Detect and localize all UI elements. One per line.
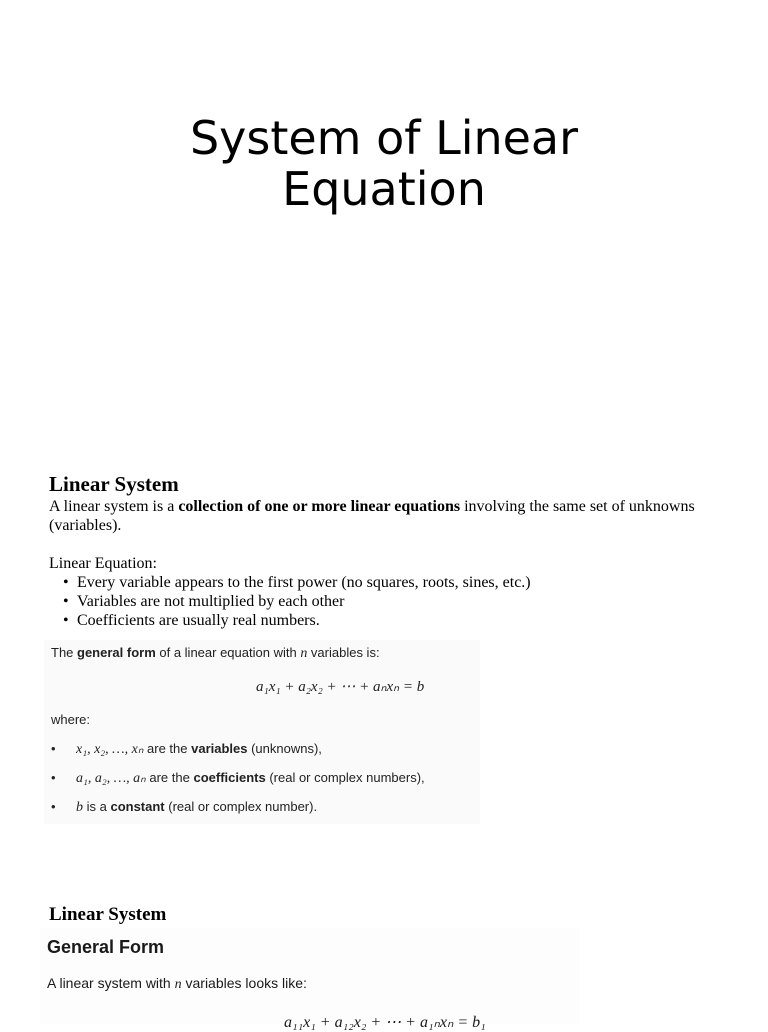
item-text: is a	[83, 799, 111, 814]
math-expression: x₁, x₂, …, xₙ	[76, 742, 144, 757]
page-title	[0, 113, 768, 215]
item-bold: variables	[191, 741, 248, 756]
item-text: (real or complex number).	[164, 799, 318, 814]
list-item	[51, 769, 471, 798]
system-equation: a₁₁x₁ + a₁₂x₂ + ⋯ + a₁ₙxₙ = b₁	[284, 1014, 486, 1031]
where-label: where:	[51, 712, 91, 727]
text-part: variables looks like:	[181, 975, 307, 991]
general-form-heading: General Form	[47, 937, 165, 957]
general-form-intro	[51, 645, 380, 662]
intro-bold-text: collection of one or more linear equations	[178, 498, 461, 515]
item-text: (real or complex numbers),	[265, 770, 425, 785]
item-text: (unknowns),	[247, 741, 322, 756]
math-variable-n: n	[300, 646, 308, 661]
item-text: are the	[143, 741, 192, 756]
list-item: • Every variable appears to the first power (no squares, roots, sines, etc.)	[63, 573, 729, 592]
text-part: A linear system with	[47, 975, 175, 991]
property-list	[49, 573, 729, 630]
math-expression: a₁, a₂, …, aₙ	[76, 771, 146, 786]
math-expression: b	[76, 800, 83, 815]
title-line-2: Equation	[282, 162, 486, 216]
general-form-text	[47, 974, 307, 994]
item-bold: coefficients	[193, 770, 266, 785]
general-form-image	[44, 640, 480, 824]
intro-part: of a linear equation with	[155, 645, 301, 660]
general-equation: a₁x₁ + a₂x₂ + ⋯ + aₙxₙ = b	[256, 679, 425, 695]
linear-system-section	[49, 471, 729, 630]
list-item: • Coefficients are usually real numbers.	[63, 611, 729, 630]
intro-part: The	[51, 645, 78, 660]
linear-system-section-2	[49, 902, 729, 928]
item-bold: constant	[110, 799, 165, 814]
intro-text-start: A linear system is a	[49, 498, 179, 515]
intro-part: variables is:	[307, 645, 380, 660]
definition-list	[51, 740, 471, 827]
title-line-1: System of Linear	[189, 111, 579, 165]
list-item	[51, 798, 471, 827]
list-item: • Variables are not multiplied by each other	[63, 592, 729, 611]
item-text: are the	[145, 770, 194, 785]
intro-text-end: involving the same set of unknowns (variables).	[49, 498, 695, 534]
section-heading: Linear System	[49, 472, 179, 496]
intro-paragraph	[49, 497, 729, 535]
list-item	[51, 740, 471, 769]
general-form-block	[40, 928, 580, 1031]
section-heading: Linear System	[49, 904, 167, 925]
math-variable-n: n	[174, 977, 182, 992]
general-form-bold: general form	[77, 645, 156, 660]
linear-equation-label: Linear Equation:	[49, 555, 157, 572]
